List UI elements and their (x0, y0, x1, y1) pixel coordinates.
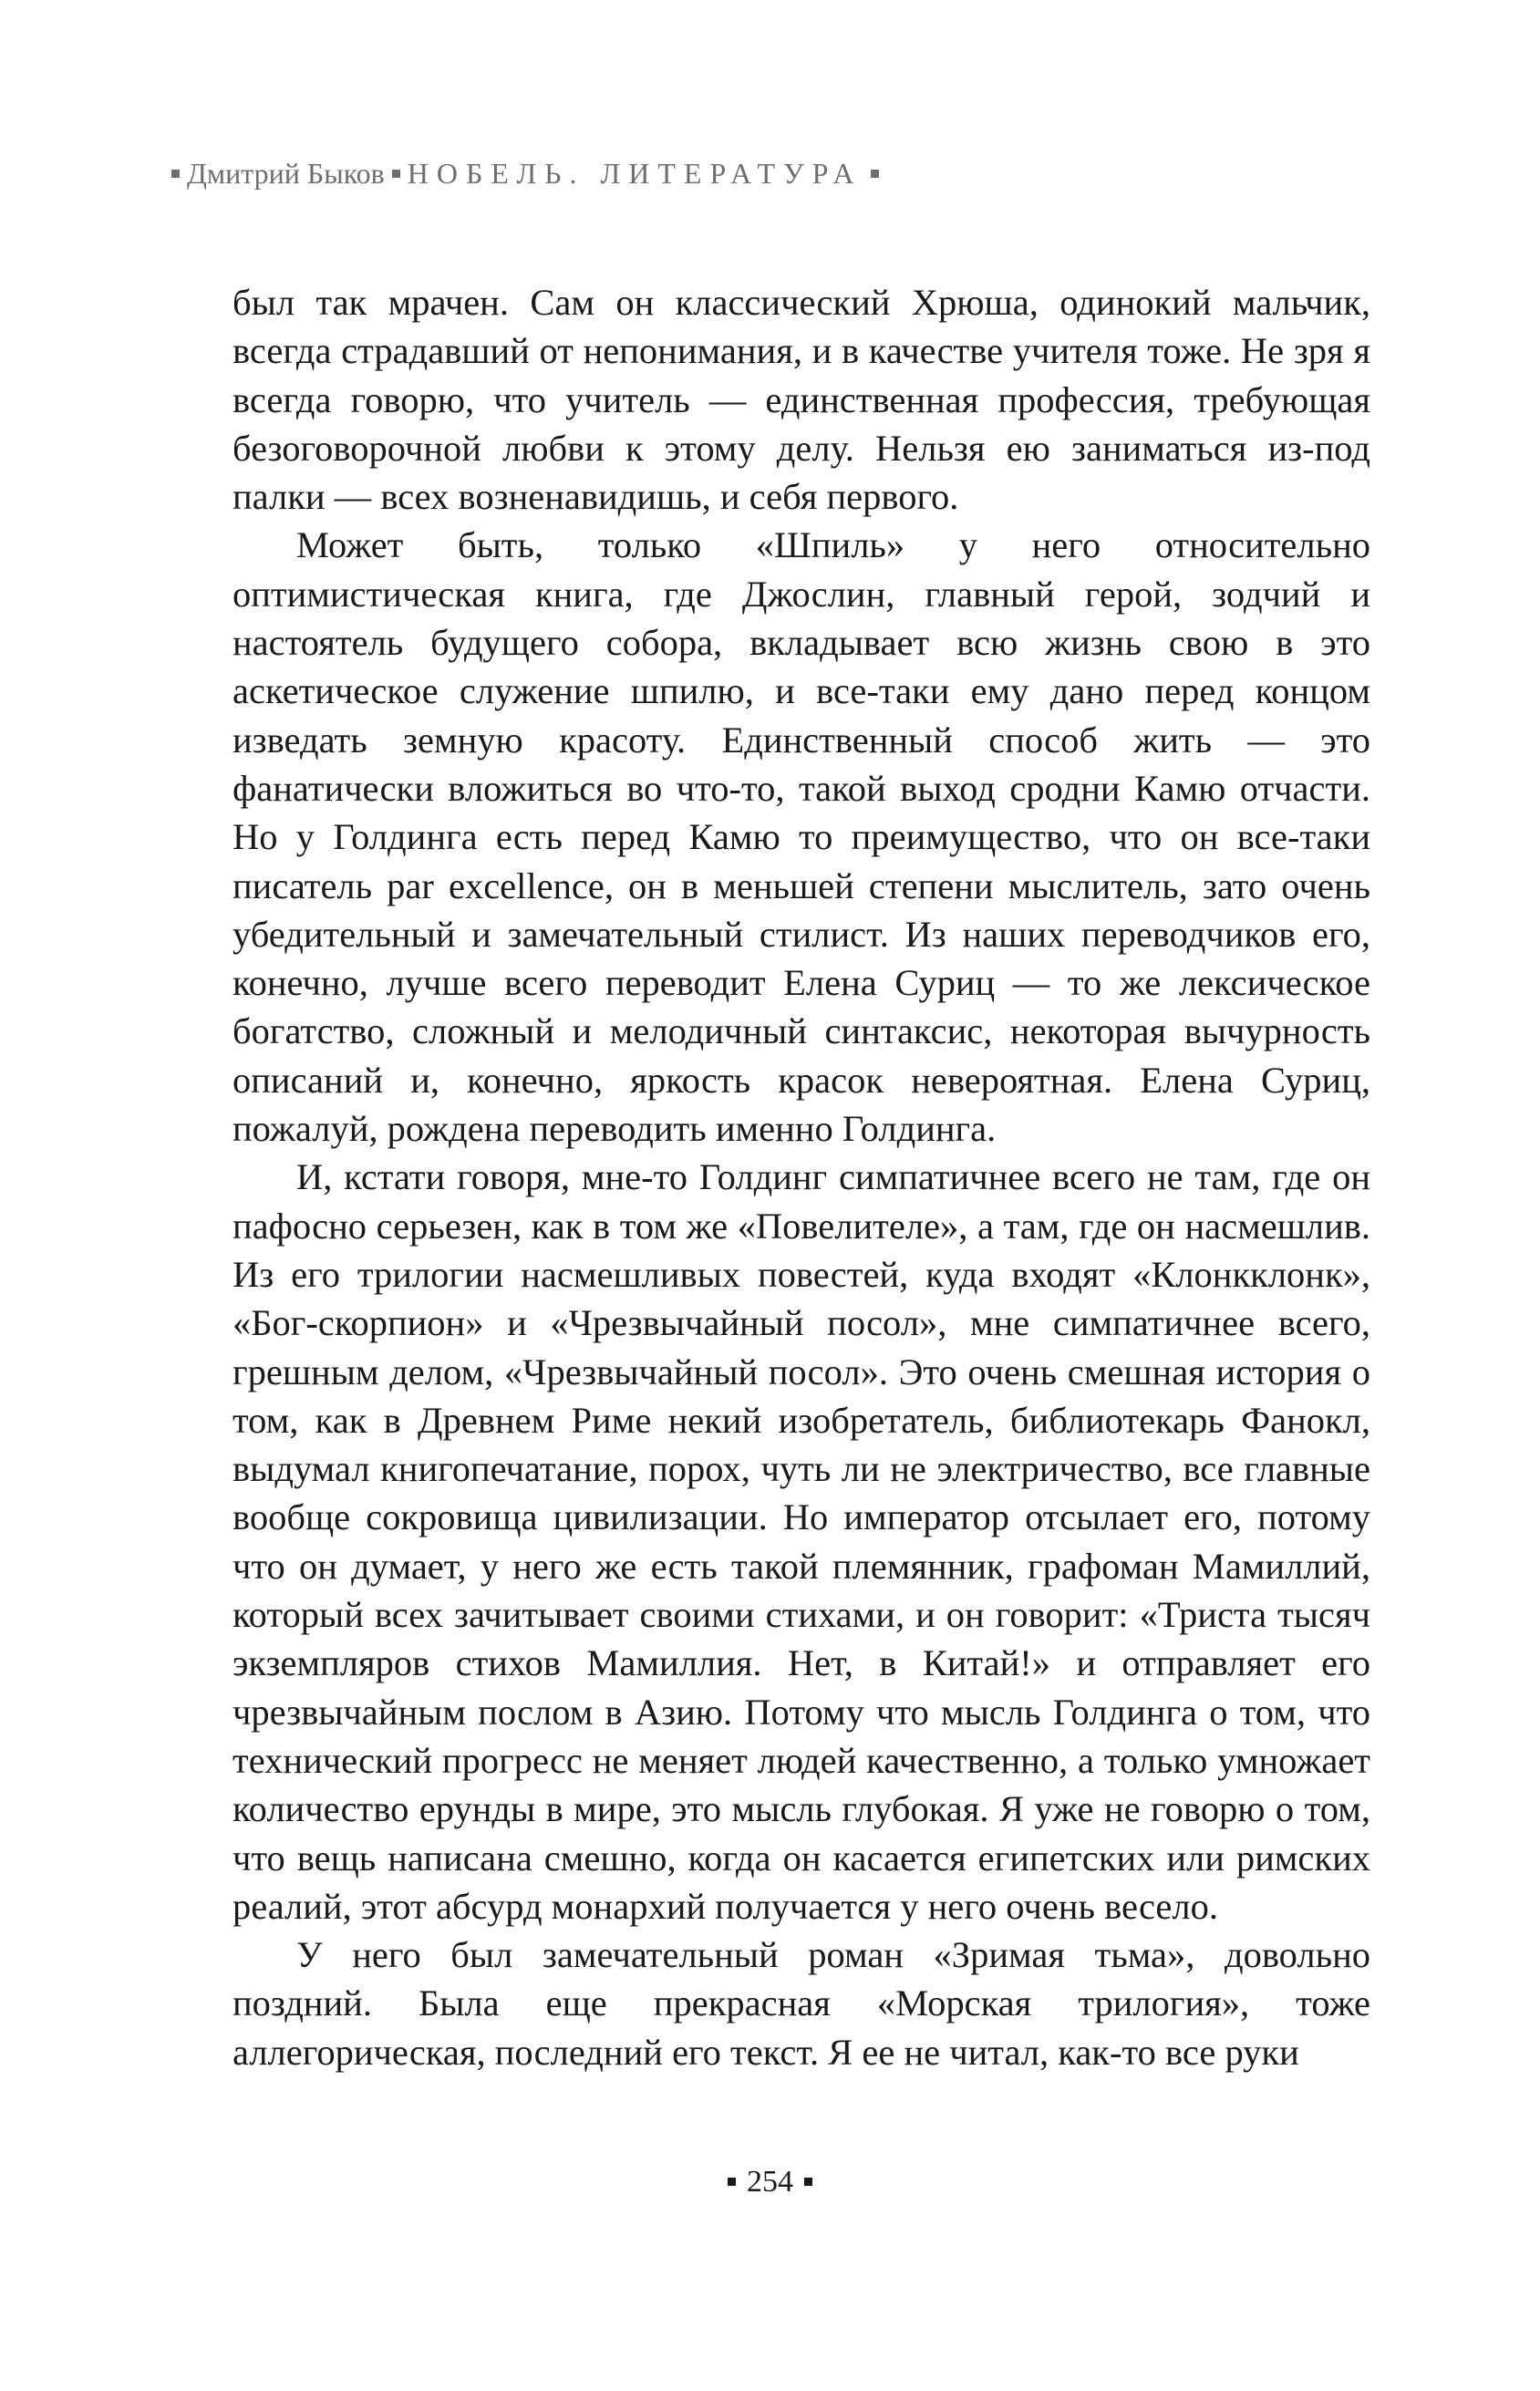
header-author: Дмитрий Быков (187, 157, 385, 190)
page-number: 254 (747, 2165, 793, 2199)
running-head (171, 157, 879, 191)
paragraph: Может быть, только «Шпиль» у него относительно оптимистическая книга, где Джослин, главный герой, зодчий и настоятель будущего собора, вкладывает всю жизнь свою в это аскетическое служение шпилю, и все-таки ему дано перед концом изведать земную красоту. Единственный способ жить — это фанатически вложиться во что-то, такой выход сродни Камю отчасти. Но у Голдинга есть перед Камю то преимущество, что он все-таки писатель par excellence, он в меньшей степени мыслитель, зато очень убедительный и замечательный стилист. Из наших переводчиков его, конечно, лучше всего переводит Елена Суриц — то же лексическое богатство, сложный и мелодичный синтаксис, некоторая вычурность описаний и, конечно, яркость красок невероятная. Елена Суриц, пожалуй, рождена переводить именно Голдинга. (233, 524, 1370, 1150)
bullet-square-icon (392, 170, 400, 178)
bullet-square-icon (804, 2178, 812, 2186)
paragraph: И, кстати говоря, мне-то Голдинг симпатичнее всего не там, где он пафосно серьезен, как в том же «Повелителе», а там, где он насмешлив. Из его трилогии насмешливых повестей, куда входят «Клонкклонк», «Бог-скорпион» и «Чрезвычайный посол», мне симпатичнее всего, грешным делом, «Чрезвычайный посол». Это очень смешная история о том, как в Древнем Риме некий изобретатель, библиотекарь Фанокл, выдумал книгопечатание, порох, чуть ли не электричество, все главные вообще сокровища цивилизации. Но император отсылает его, потому что он думает, у него же есть такой племянник, графоман Мамиллий, который всех зачитывает своими стихами, и он говорит: «Триста тысяч экземпляров стихов Мамиллия. Нет, в Китай!» и отправляет его чрезвычайным послом в Азию. Потому что мысль Голдинга о том, что технический прогресс не меняет людей качественно, а только умножает количество ерунды в мире, это мысль глубокая. Я уже не говорю о том, что вещь написана смешно, когда он касается египетских или римских реалий, этот абсурд монархий получается у него очень весело. (233, 1156, 1370, 1927)
paragraph: У него был замечательный роман «Зримая тьма», довольно поздний. Была еще прекрасная «Морская трилогия», тоже аллегорическая, последний его текст. Я ее не читал, как-то все руки (233, 1934, 1370, 2073)
paragraph-continued: был так мрачен. Сам он классический Хрюша, одинокий мальчик, всегда страдавший от непонимания, и в качестве учителя тоже. Не зря я всегда говорю, что учитель — единственная профессия, требующая безоговорочной любви к этому делу. Нельзя ею заниматься из-под палки — всех возненавидишь, и себя первого. (233, 282, 1370, 518)
header-book-title: НОБЕЛЬ. ЛИТЕРАТУРА (407, 157, 863, 190)
page-number-footer (0, 2165, 1540, 2200)
bullet-square-icon (728, 2178, 736, 2186)
bullet-square-icon (171, 170, 180, 178)
page-body (233, 278, 1370, 2076)
bullet-square-icon (871, 170, 879, 178)
